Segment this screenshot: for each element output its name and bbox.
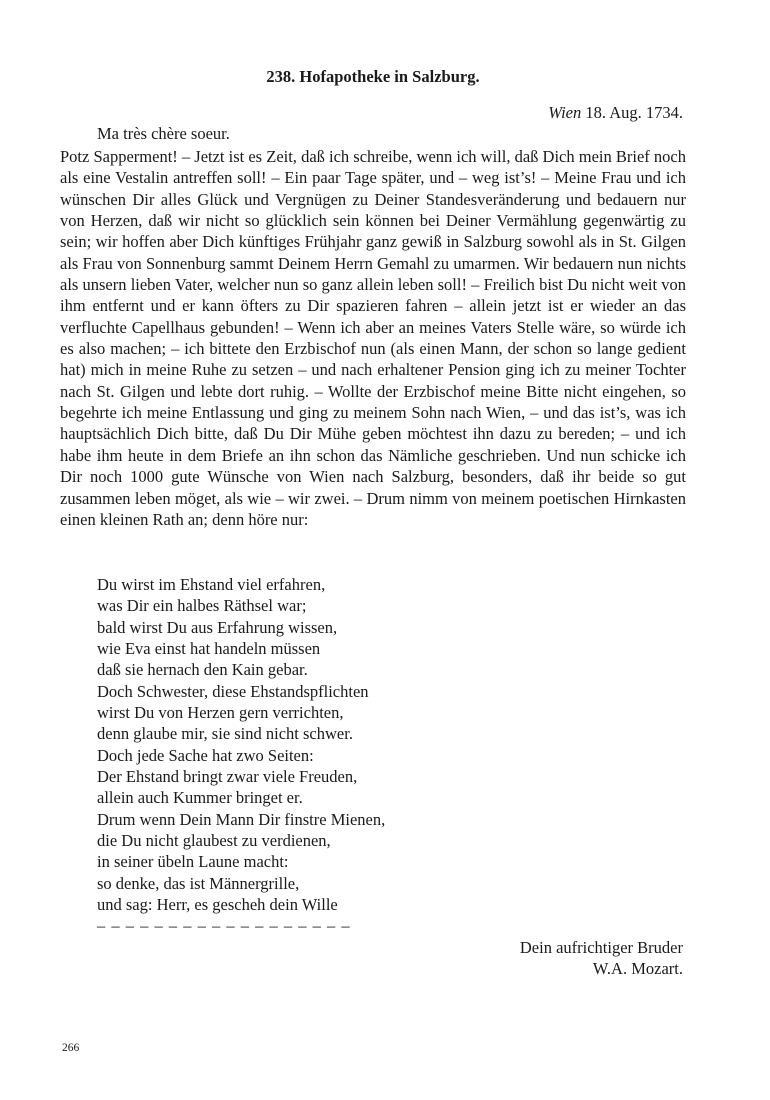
letter-body: Potz Sapperment! – Jetzt ist es Zeit, daß ich schreibe, wenn ich will, daß Dich mein Brief noch als eine Vestalin antreffen soll! – Ein paar Tage später, und – weg ist’s! – Meine Frau und ich wünschen Dir alles Glück und Vergnügen zu Deiner Standesveränderung und bedauern nur von Herzen, daß wir nicht so glücklich sein können bei Deiner Vermählung gegenwärtig zu sein; wir hoffen aber Dich künftiges Frühjahr ganz gewiß in Salzburg sowohl als in St. Gilgen als Frau von Sonnenburg sammt Deinem Herrn Gemahl zu umarmen. Wir bedauern nun nichts als unsern lieben Vater, welcher nun so ganz allein leben soll! – Freilich bist Du nicht weit von ihm entfernt und er kann öfters zu Dir spazieren fahren – allein jetzt ist er wieder an das verfluchte Capellhaus gebunden! – Wenn ich aber an meines Vaters Stelle wäre, so würde ich es also machen; – ich bittete den Erzbischof nun (als einen Mann, der schon so lange gedient hat) mich in meine Ruhe zu setzen – und nach erhaltener Pension ging ich zu meiner Tochter nach St. Gilgen und lebte dort ruhig. – Wollte der Erzbischof meine Bitte nicht eingehen, so begehrte ich meine Entlassung und ging zu meinem Sohn nach Wien, – und das ist’s, was ich hauptsächlich Dich bitte, daß Du Dir Mühe geben möchtest ihn dazu zu bereden; – und ich habe ihm heute in dem Briefe an ihn schon das Nämliche geschrieben. Und nun schicke ich Dir noch 1000 gute Wünsche von Wien nach Salzburg, besonders, daß ihr beide so gut zusammen leben möget, als wie – wir zwei. – Drum nimm von meinem poetischen Hirnkasten einen kleinen Rath an; denn höre nur: <box>60 147 686 529</box>
dateline-place: Wien <box>548 103 582 122</box>
dateline <box>548 103 683 123</box>
poem-line: allein auch Kummer bringet er. <box>97 788 303 808</box>
poem-line: wirst Du von Herzen gern verrichten, <box>97 703 344 723</box>
signature: W.A. Mozart. <box>592 959 683 979</box>
poem-line: was Dir ein halbes Räthsel war; <box>97 596 307 616</box>
poem-line: Doch Schwester, diese Ehstandspflichten <box>97 681 369 701</box>
poem-line: und sag: Herr, es gescheh dein Wille <box>97 895 338 915</box>
poem-line: bald wirst Du aus Erfahrung wissen, <box>97 617 338 637</box>
poem-ellipsis-dashes: – – – – – – – – – – – – – – – – – – <box>97 916 351 935</box>
letter-heading: 238. Hofapotheke in Salzburg. <box>266 67 480 86</box>
poem-line: Doch jede Sache hat zwo Seiten: <box>97 745 314 765</box>
poem-line: Drum wenn Dein Mann Dir finstre Mienen, <box>97 809 386 829</box>
poem-line: Du wirst im Ehstand viel erfahren, <box>97 575 326 594</box>
poem-line: in seiner übeln Laune macht: <box>97 852 289 872</box>
poem-line: Der Ehstand bringt zwar viele Freuden, <box>97 767 358 787</box>
poem <box>97 574 385 916</box>
page-number: 266 <box>62 1042 80 1054</box>
salutation: Ma très chère soeur. <box>97 124 230 143</box>
closing-phrase: Dein aufrichtiger Bruder <box>519 938 683 957</box>
poem-line: so denke, das ist Männergrille, <box>97 873 300 893</box>
closing <box>520 937 683 980</box>
poem-line: daß sie hernach den Kain gebar. <box>97 660 308 680</box>
poem-line: denn glaube mir, sie sind nicht schwer. <box>97 724 353 744</box>
dateline-date: 18. Aug. 1734. <box>585 103 683 122</box>
book-page <box>60 0 686 1100</box>
poem-line: wie Eva einst hat handeln müssen <box>97 639 321 659</box>
poem-line: die Du nicht glaubest zu verdienen, <box>97 831 331 851</box>
